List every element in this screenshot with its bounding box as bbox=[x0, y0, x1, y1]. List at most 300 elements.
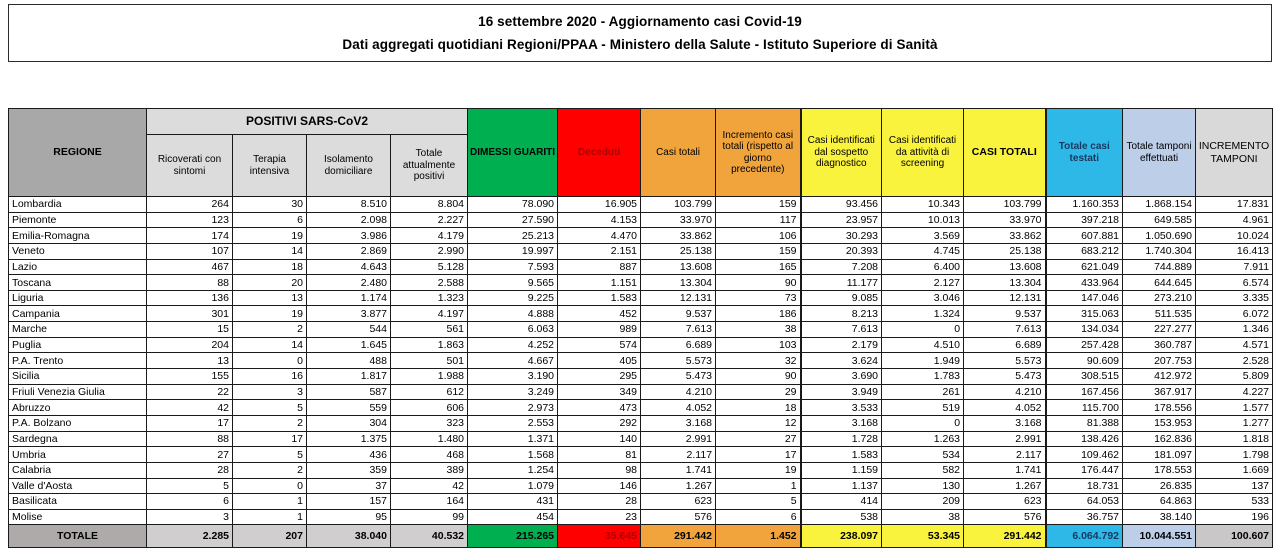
value-cell: 1.583 bbox=[801, 447, 882, 463]
region-name: Lazio bbox=[9, 259, 147, 275]
value-cell: 106 bbox=[716, 228, 801, 244]
value-cell: 1.375 bbox=[307, 431, 391, 447]
value-cell: 2.528 bbox=[1196, 353, 1273, 369]
value-cell: 27 bbox=[147, 447, 233, 463]
value-cell: 2.991 bbox=[964, 431, 1046, 447]
table-row bbox=[9, 494, 1273, 510]
value-cell: 38 bbox=[882, 509, 964, 525]
value-cell: 6.574 bbox=[1196, 275, 1273, 291]
value-cell: 367.917 bbox=[1123, 384, 1196, 400]
value-cell: 164 bbox=[391, 494, 468, 510]
value-cell: 436 bbox=[307, 447, 391, 463]
col-header-regione: REGIONE bbox=[9, 109, 147, 197]
value-cell: 1.577 bbox=[1196, 400, 1273, 416]
value-cell: 1 bbox=[233, 494, 307, 510]
value-cell: 2 bbox=[233, 415, 307, 431]
value-cell: 73 bbox=[716, 290, 801, 306]
value-cell: 2.179 bbox=[801, 337, 882, 353]
value-cell: 4.745 bbox=[882, 243, 964, 259]
value-cell: 433.964 bbox=[1046, 275, 1123, 291]
value-cell: 292 bbox=[558, 415, 641, 431]
region-name: Molise bbox=[9, 509, 147, 525]
value-cell: 623 bbox=[964, 494, 1046, 510]
value-cell: 5.809 bbox=[1196, 369, 1273, 385]
col-group-positivi-sars-cov2: POSITIVI SARS-CoV2 bbox=[147, 109, 468, 135]
value-cell: 17 bbox=[147, 415, 233, 431]
value-cell: 7.911 bbox=[1196, 259, 1273, 275]
value-cell: 1.160.353 bbox=[1046, 197, 1123, 213]
value-cell: 1.323 bbox=[391, 290, 468, 306]
value-cell: 538 bbox=[801, 509, 882, 525]
value-cell: 6 bbox=[716, 509, 801, 525]
value-cell: 683.212 bbox=[1046, 243, 1123, 259]
value-cell: 1.669 bbox=[1196, 462, 1273, 478]
value-cell: 40.532 bbox=[391, 525, 468, 548]
value-cell: 42 bbox=[391, 478, 468, 494]
table-row bbox=[9, 243, 1273, 259]
region-name: Emilia-Romagna bbox=[9, 228, 147, 244]
value-cell: 2.973 bbox=[468, 400, 558, 416]
value-cell: 53.345 bbox=[882, 525, 964, 548]
value-cell: 28 bbox=[558, 494, 641, 510]
value-cell: 5 bbox=[147, 478, 233, 494]
value-cell: 431 bbox=[468, 494, 558, 510]
value-cell: 33.862 bbox=[641, 228, 716, 244]
value-cell: 2.117 bbox=[964, 447, 1046, 463]
value-cell: 4.667 bbox=[468, 353, 558, 369]
value-cell: 1.137 bbox=[801, 478, 882, 494]
value-cell: 13 bbox=[147, 353, 233, 369]
value-cell: 607.881 bbox=[1046, 228, 1123, 244]
value-cell: 644.645 bbox=[1123, 275, 1196, 291]
value-cell: 1.151 bbox=[558, 275, 641, 291]
value-cell: 3.335 bbox=[1196, 290, 1273, 306]
region-name: Sicilia bbox=[9, 369, 147, 385]
value-cell: 107 bbox=[147, 243, 233, 259]
value-cell: 3.877 bbox=[307, 306, 391, 322]
value-cell: 4.052 bbox=[641, 400, 716, 416]
value-cell: 14 bbox=[233, 243, 307, 259]
value-cell: 4.197 bbox=[391, 306, 468, 322]
value-cell: 5.128 bbox=[391, 259, 468, 275]
col-header-totale-tamponi: Totale tamponi effettuati bbox=[1123, 109, 1196, 197]
value-cell: 2.480 bbox=[307, 275, 391, 291]
value-cell: 32 bbox=[716, 353, 801, 369]
value-cell: 501 bbox=[391, 353, 468, 369]
value-cell: 2.227 bbox=[391, 212, 468, 228]
region-name: Sardegna bbox=[9, 431, 147, 447]
value-cell: 468 bbox=[391, 447, 468, 463]
value-cell: 887 bbox=[558, 259, 641, 275]
value-cell: 90 bbox=[716, 369, 801, 385]
col-header-dimessi-guariti: DIMESSI GUARITI bbox=[468, 109, 558, 197]
value-cell: 16.905 bbox=[558, 197, 641, 213]
value-cell: 22 bbox=[147, 384, 233, 400]
table-row bbox=[9, 290, 1273, 306]
value-cell: 146 bbox=[558, 478, 641, 494]
value-cell: 1.798 bbox=[1196, 447, 1273, 463]
value-cell: 18 bbox=[233, 259, 307, 275]
value-cell: 2.553 bbox=[468, 415, 558, 431]
value-cell: 26.835 bbox=[1123, 478, 1196, 494]
value-cell: 155 bbox=[147, 369, 233, 385]
total-row bbox=[9, 525, 1273, 548]
value-cell: 8.510 bbox=[307, 197, 391, 213]
value-cell: 4.153 bbox=[558, 212, 641, 228]
value-cell: 467 bbox=[147, 259, 233, 275]
col-header-casi-screening: Casi identificati da attività di screening bbox=[882, 109, 964, 197]
value-cell: 544 bbox=[307, 322, 391, 338]
value-cell: 1.568 bbox=[468, 447, 558, 463]
value-cell: 134.034 bbox=[1046, 322, 1123, 338]
value-cell: 23 bbox=[558, 509, 641, 525]
value-cell: 1.159 bbox=[801, 462, 882, 478]
value-cell: 1.277 bbox=[1196, 415, 1273, 431]
value-cell: 12.131 bbox=[964, 290, 1046, 306]
col-header-isolamento-domiciliare: Isolamento domiciliare bbox=[307, 135, 391, 197]
value-cell: 25.138 bbox=[964, 243, 1046, 259]
value-cell: 389 bbox=[391, 462, 468, 478]
value-cell: 9.085 bbox=[801, 290, 882, 306]
value-cell: 88 bbox=[147, 275, 233, 291]
value-cell: 1.741 bbox=[964, 462, 1046, 478]
value-cell: 153.953 bbox=[1123, 415, 1196, 431]
value-cell: 25.213 bbox=[468, 228, 558, 244]
table-row bbox=[9, 306, 1273, 322]
region-name: Valle d'Aosta bbox=[9, 478, 147, 494]
region-name: Campania bbox=[9, 306, 147, 322]
value-cell: 17.831 bbox=[1196, 197, 1273, 213]
value-cell: 178.553 bbox=[1123, 462, 1196, 478]
value-cell: 405 bbox=[558, 353, 641, 369]
value-cell: 1.728 bbox=[801, 431, 882, 447]
value-cell: 3.046 bbox=[882, 290, 964, 306]
value-cell: 159 bbox=[716, 243, 801, 259]
value-cell: 17 bbox=[233, 431, 307, 447]
value-cell: 18 bbox=[716, 400, 801, 416]
value-cell: 1.079 bbox=[468, 478, 558, 494]
value-cell: 209 bbox=[882, 494, 964, 510]
value-cell: 5.573 bbox=[641, 353, 716, 369]
value-cell: 14 bbox=[233, 337, 307, 353]
region-name: Umbria bbox=[9, 447, 147, 463]
value-cell: 488 bbox=[307, 353, 391, 369]
value-cell: 9.565 bbox=[468, 275, 558, 291]
value-cell: 6 bbox=[233, 212, 307, 228]
value-cell: 28 bbox=[147, 462, 233, 478]
value-cell: 2.127 bbox=[882, 275, 964, 291]
value-cell: 174 bbox=[147, 228, 233, 244]
region-name: Liguria bbox=[9, 290, 147, 306]
region-name: Puglia bbox=[9, 337, 147, 353]
value-cell: 7.208 bbox=[801, 259, 882, 275]
value-cell: 162.836 bbox=[1123, 431, 1196, 447]
value-cell: 1.783 bbox=[882, 369, 964, 385]
region-name: Basilicata bbox=[9, 494, 147, 510]
value-cell: 196 bbox=[1196, 509, 1273, 525]
value-cell: 2.098 bbox=[307, 212, 391, 228]
value-cell: 27 bbox=[716, 431, 801, 447]
value-cell: 30 bbox=[233, 197, 307, 213]
value-cell: 349 bbox=[558, 384, 641, 400]
value-cell: 412.972 bbox=[1123, 369, 1196, 385]
value-cell: 612 bbox=[391, 384, 468, 400]
value-cell: 4.210 bbox=[964, 384, 1046, 400]
value-cell: 1.988 bbox=[391, 369, 468, 385]
value-cell: 17 bbox=[716, 447, 801, 463]
col-header-casi-totali-upper: CASI TOTALI bbox=[964, 109, 1046, 197]
value-cell: 20.393 bbox=[801, 243, 882, 259]
value-cell: 4.510 bbox=[882, 337, 964, 353]
value-cell: 99 bbox=[391, 509, 468, 525]
value-cell: 81.388 bbox=[1046, 415, 1123, 431]
value-cell: 534 bbox=[882, 447, 964, 463]
value-cell: 36.757 bbox=[1046, 509, 1123, 525]
value-cell: 2.991 bbox=[641, 431, 716, 447]
value-cell: 3 bbox=[233, 384, 307, 400]
value-cell: 3.168 bbox=[641, 415, 716, 431]
value-cell: 606 bbox=[391, 400, 468, 416]
value-cell: 1.452 bbox=[716, 525, 801, 548]
region-name: Lombardia bbox=[9, 197, 147, 213]
region-name: P.A. Trento bbox=[9, 353, 147, 369]
total-label: TOTALE bbox=[9, 525, 147, 548]
value-cell: 9.537 bbox=[641, 306, 716, 322]
value-cell: 8.804 bbox=[391, 197, 468, 213]
col-header-incremento-tamponi: INCREMENTO TAMPONI bbox=[1196, 109, 1273, 197]
value-cell: 4.227 bbox=[1196, 384, 1273, 400]
header-row-top bbox=[9, 109, 1273, 135]
table-row bbox=[9, 322, 1273, 338]
table-row bbox=[9, 509, 1273, 525]
value-cell: 533 bbox=[1196, 494, 1273, 510]
value-cell: 0 bbox=[233, 353, 307, 369]
region-name: Calabria bbox=[9, 462, 147, 478]
value-cell: 587 bbox=[307, 384, 391, 400]
value-cell: 7.593 bbox=[468, 259, 558, 275]
value-cell: 10.044.551 bbox=[1123, 525, 1196, 548]
value-cell: 2.990 bbox=[391, 243, 468, 259]
value-cell: 204 bbox=[147, 337, 233, 353]
value-cell: 574 bbox=[558, 337, 641, 353]
value-cell: 649.585 bbox=[1123, 212, 1196, 228]
col-header-terapia-intensiva: Terapia intensiva bbox=[233, 135, 307, 197]
value-cell: 1.863 bbox=[391, 337, 468, 353]
value-cell: 6.689 bbox=[964, 337, 1046, 353]
table-row bbox=[9, 384, 1273, 400]
table-row bbox=[9, 212, 1273, 228]
value-cell: 38.140 bbox=[1123, 509, 1196, 525]
value-cell: 159 bbox=[716, 197, 801, 213]
value-cell: 1.480 bbox=[391, 431, 468, 447]
value-cell: 0 bbox=[882, 415, 964, 431]
value-cell: 93.456 bbox=[801, 197, 882, 213]
value-cell: 186 bbox=[716, 306, 801, 322]
value-cell: 4.252 bbox=[468, 337, 558, 353]
value-cell: 4.643 bbox=[307, 259, 391, 275]
value-cell: 238.097 bbox=[801, 525, 882, 548]
value-cell: 176.447 bbox=[1046, 462, 1123, 478]
value-cell: 3.533 bbox=[801, 400, 882, 416]
value-cell: 13.304 bbox=[964, 275, 1046, 291]
value-cell: 38 bbox=[716, 322, 801, 338]
table-row bbox=[9, 353, 1273, 369]
value-cell: 291.442 bbox=[964, 525, 1046, 548]
value-cell: 2.869 bbox=[307, 243, 391, 259]
value-cell: 4.052 bbox=[964, 400, 1046, 416]
value-cell: 12.131 bbox=[641, 290, 716, 306]
value-cell: 117 bbox=[716, 212, 801, 228]
region-name: Piemonte bbox=[9, 212, 147, 228]
value-cell: 13.608 bbox=[641, 259, 716, 275]
table-row bbox=[9, 197, 1273, 213]
value-cell: 7.613 bbox=[964, 322, 1046, 338]
value-cell: 576 bbox=[641, 509, 716, 525]
value-cell: 4.179 bbox=[391, 228, 468, 244]
value-cell: 33.970 bbox=[641, 212, 716, 228]
table-row bbox=[9, 415, 1273, 431]
value-cell: 103.799 bbox=[964, 197, 1046, 213]
value-cell: 181.097 bbox=[1123, 447, 1196, 463]
value-cell: 25.138 bbox=[641, 243, 716, 259]
value-cell: 257.428 bbox=[1046, 337, 1123, 353]
value-cell: 1.583 bbox=[558, 290, 641, 306]
value-cell: 18.731 bbox=[1046, 478, 1123, 494]
table-row bbox=[9, 478, 1273, 494]
value-cell: 301 bbox=[147, 306, 233, 322]
region-name: Marche bbox=[9, 322, 147, 338]
value-cell: 81 bbox=[558, 447, 641, 463]
value-cell: 576 bbox=[964, 509, 1046, 525]
value-cell: 359 bbox=[307, 462, 391, 478]
value-cell: 130 bbox=[882, 478, 964, 494]
value-cell: 2.117 bbox=[641, 447, 716, 463]
value-cell: 9.225 bbox=[468, 290, 558, 306]
value-cell: 95 bbox=[307, 509, 391, 525]
value-cell: 414 bbox=[801, 494, 882, 510]
value-cell: 15 bbox=[147, 322, 233, 338]
value-cell: 1 bbox=[716, 478, 801, 494]
value-cell: 1.254 bbox=[468, 462, 558, 478]
value-cell: 3.569 bbox=[882, 228, 964, 244]
value-cell: 3.624 bbox=[801, 353, 882, 369]
region-name: Friuli Venezia Giulia bbox=[9, 384, 147, 400]
value-cell: 147.046 bbox=[1046, 290, 1123, 306]
value-cell: 103 bbox=[716, 337, 801, 353]
value-cell: 9.537 bbox=[964, 306, 1046, 322]
value-cell: 5 bbox=[716, 494, 801, 510]
value-cell: 623 bbox=[641, 494, 716, 510]
value-cell: 7.613 bbox=[641, 322, 716, 338]
value-cell: 13 bbox=[233, 290, 307, 306]
value-cell: 559 bbox=[307, 400, 391, 416]
value-cell: 264 bbox=[147, 197, 233, 213]
value-cell: 1.174 bbox=[307, 290, 391, 306]
col-header-totale-casi-testati: Totale casi testati bbox=[1046, 109, 1123, 197]
value-cell: 1.818 bbox=[1196, 431, 1273, 447]
value-cell: 13.608 bbox=[964, 259, 1046, 275]
value-cell: 35.645 bbox=[558, 525, 641, 548]
value-cell: 1.868.154 bbox=[1123, 197, 1196, 213]
value-cell: 5 bbox=[233, 400, 307, 416]
value-cell: 30.293 bbox=[801, 228, 882, 244]
value-cell: 2 bbox=[233, 462, 307, 478]
value-cell: 308.515 bbox=[1046, 369, 1123, 385]
value-cell: 100.607 bbox=[1196, 525, 1273, 548]
col-header-totale-attualmente-positivi: Totale attualmente positivi bbox=[391, 135, 468, 197]
value-cell: 452 bbox=[558, 306, 641, 322]
value-cell: 2.285 bbox=[147, 525, 233, 548]
value-cell: 3 bbox=[147, 509, 233, 525]
value-cell: 519 bbox=[882, 400, 964, 416]
value-cell: 138.426 bbox=[1046, 431, 1123, 447]
value-cell: 360.787 bbox=[1123, 337, 1196, 353]
value-cell: 19 bbox=[716, 462, 801, 478]
value-cell: 115.700 bbox=[1046, 400, 1123, 416]
value-cell: 6 bbox=[147, 494, 233, 510]
value-cell: 19 bbox=[233, 306, 307, 322]
value-cell: 167.456 bbox=[1046, 384, 1123, 400]
value-cell: 10.343 bbox=[882, 197, 964, 213]
table-row bbox=[9, 431, 1273, 447]
value-cell: 5.473 bbox=[641, 369, 716, 385]
table-row bbox=[9, 337, 1273, 353]
value-cell: 397.218 bbox=[1046, 212, 1123, 228]
value-cell: 29 bbox=[716, 384, 801, 400]
value-cell: 23.957 bbox=[801, 212, 882, 228]
value-cell: 6.063 bbox=[468, 322, 558, 338]
value-cell: 137 bbox=[1196, 478, 1273, 494]
value-cell: 621.049 bbox=[1046, 259, 1123, 275]
table-row bbox=[9, 447, 1273, 463]
region-name: Veneto bbox=[9, 243, 147, 259]
region-name: Toscana bbox=[9, 275, 147, 291]
value-cell: 227.277 bbox=[1123, 322, 1196, 338]
value-cell: 16.413 bbox=[1196, 243, 1273, 259]
value-cell: 1 bbox=[233, 509, 307, 525]
value-cell: 178.556 bbox=[1123, 400, 1196, 416]
value-cell: 12 bbox=[716, 415, 801, 431]
value-cell: 561 bbox=[391, 322, 468, 338]
value-cell: 1.817 bbox=[307, 369, 391, 385]
value-cell: 3.168 bbox=[964, 415, 1046, 431]
value-cell: 2 bbox=[233, 322, 307, 338]
value-cell: 1.263 bbox=[882, 431, 964, 447]
col-header-casi-sospetto-diagnostico: Casi identificati dal sospetto diagnostico bbox=[801, 109, 882, 197]
value-cell: 5.473 bbox=[964, 369, 1046, 385]
value-cell: 3.986 bbox=[307, 228, 391, 244]
value-cell: 4.470 bbox=[558, 228, 641, 244]
value-cell: 3.690 bbox=[801, 369, 882, 385]
value-cell: 1.741 bbox=[641, 462, 716, 478]
value-cell: 42 bbox=[147, 400, 233, 416]
value-cell: 10.013 bbox=[882, 212, 964, 228]
value-cell: 511.535 bbox=[1123, 306, 1196, 322]
value-cell: 98 bbox=[558, 462, 641, 478]
value-cell: 4.210 bbox=[641, 384, 716, 400]
region-name: Abruzzo bbox=[9, 400, 147, 416]
title-box bbox=[8, 4, 1272, 62]
value-cell: 109.462 bbox=[1046, 447, 1123, 463]
value-cell: 2.151 bbox=[558, 243, 641, 259]
covid-data-table bbox=[8, 108, 1273, 548]
value-cell: 64.053 bbox=[1046, 494, 1123, 510]
value-cell: 140 bbox=[558, 431, 641, 447]
value-cell: 27.590 bbox=[468, 212, 558, 228]
value-cell: 123 bbox=[147, 212, 233, 228]
value-cell: 3.168 bbox=[801, 415, 882, 431]
value-cell: 88 bbox=[147, 431, 233, 447]
